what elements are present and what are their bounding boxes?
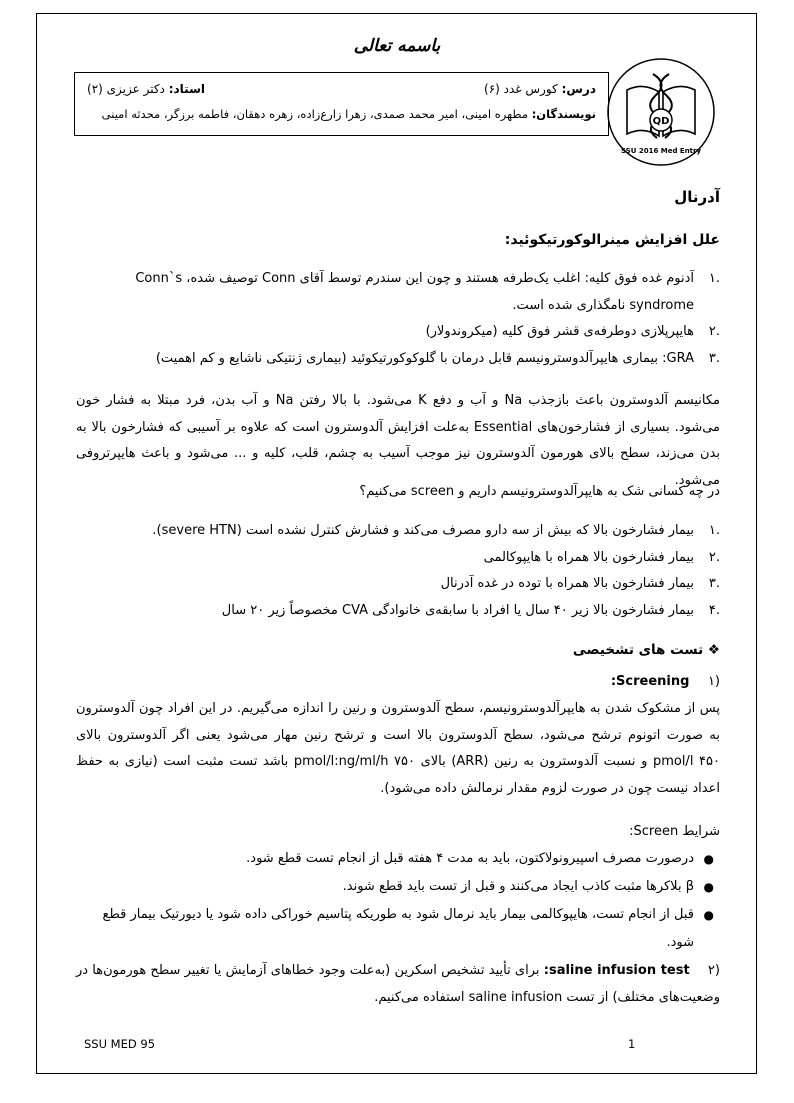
list-item bbox=[76, 845, 720, 873]
list-item bbox=[76, 545, 720, 572]
bullet-icon: ● bbox=[703, 880, 714, 894]
list-item bbox=[76, 598, 720, 625]
list-number: .۳ bbox=[708, 350, 720, 366]
tests-heading bbox=[76, 642, 720, 658]
authors-value: مطهره امینی، امیر محمد صمدی، زهرا زارع‌زاده، زهره دهقان، فاطمه برزگر، محدثه امینی bbox=[101, 107, 529, 121]
bullet-icon: ● bbox=[703, 908, 714, 922]
footer-label: SSU MED 95 bbox=[84, 1037, 156, 1051]
lesson-label: درس: bbox=[561, 82, 596, 96]
teacher-info bbox=[87, 77, 205, 101]
lesson-info bbox=[484, 77, 596, 101]
list-item-text: بیمار فشارخون بالا همراه با هایپوکالمی bbox=[483, 549, 694, 565]
list-item-text: β بلاکرها مثبت کاذب ایجاد می‌کنند و قبل از تست باید قطع شوند. bbox=[342, 879, 694, 894]
list-item bbox=[76, 346, 720, 373]
list-item-text: هایپرپلازی دوطرفه‌ی قشر فوق کلیه (میکروندولار) bbox=[425, 324, 694, 339]
list-item bbox=[76, 518, 720, 545]
saline-section bbox=[76, 958, 720, 1011]
tests-heading-text: تست های تشخیصی bbox=[572, 642, 704, 658]
causes-list bbox=[76, 266, 720, 372]
teacher-value: دکتر عزیزی (۲) bbox=[87, 82, 165, 96]
list-item bbox=[76, 266, 720, 319]
conditions-list bbox=[76, 845, 720, 957]
section-heading: علل افزایش مینرالوکورتیکوئید: bbox=[504, 232, 720, 248]
saline-number: (۲ bbox=[707, 963, 720, 978]
screening-question: در چه کسانی شک به هایپرآلدوسترونیسم داریم و screen می‌کنیم؟ bbox=[359, 484, 720, 499]
saline-text: برای تأیید تشخیص اسکرین (به‌علت وجود خطاهای آزمایش یا تغییر سطح هورمون‌ها در وضعیت‌های مختلف) از تست saline infusion استفاده می‌کنیم. bbox=[76, 963, 720, 1005]
list-item bbox=[76, 873, 720, 901]
page-number: 1 bbox=[628, 1037, 636, 1051]
screening-paragraph: پس از مشکوک شدن به هایپرآلدوسترونیسم، سطح آلدوسترون و رنین را اندازه می‌گیریم. در این افراد چون آلدوسترون به صورت اتونوم ترشح می‌شود، سطح آلدوسترون بالا است و ترشح رنین مهار می‌شود یعنی اگر آلدوسترون بالای pmol/l ۴۵۰ و نسبت آلدوسترون به رنین (ARR) بالای ۷۵۰ pmol/l:ng/ml/h باشد تست مثبت است (نیازی به حفظ اعداد نیست چون در صورت لزوم مقدار نرمالش داده می‌شود). bbox=[76, 701, 720, 796]
course-info-box bbox=[74, 72, 609, 136]
page-title: آدرنال bbox=[674, 188, 720, 206]
list-item-text: بیمار فشارخون بالا همراه با توده در غده آدرنال bbox=[440, 576, 694, 591]
screening-heading bbox=[76, 674, 720, 689]
list-item-text: GRA: بیماری هایپرآلدوسترونیسم قابل درمان با گلوکوکورتیکوئید (بیماری ژنتیکی ناشایع و کم اهمیت) bbox=[155, 350, 694, 366]
bullet-icon: ● bbox=[703, 852, 714, 866]
list-number: .۱ bbox=[708, 523, 720, 538]
list-number: .۲ bbox=[708, 549, 720, 565]
list-number: .۳ bbox=[708, 576, 720, 591]
list-item bbox=[76, 901, 720, 957]
authors-row bbox=[87, 101, 596, 127]
diamond-bullet-icon: ❖ bbox=[707, 642, 720, 658]
list-item-text: آدنوم غده فوق کلیه: اغلب یک‌طرفه هستند و چون این سندرم توسط آقای Conn توصیف شده، Conn`s syndrome نامگذاری شده است. bbox=[135, 271, 694, 313]
list-item-text: بیمار فشارخون بالا زیر ۴۰ سال یا افراد با سابقه‌ی خانوادگی CVA مخصوصاً زیر ۲۰ سال bbox=[221, 602, 694, 618]
saline-title: saline infusion test: bbox=[543, 963, 690, 978]
list-item-text: درصورت مصرف اسپیرونولاکتون، باید به مدت ۴ هفته قبل از انجام تست قطع شود. bbox=[246, 851, 694, 866]
conditions-label: شرایط Screen: bbox=[629, 824, 720, 839]
screening-number: (۱ bbox=[707, 674, 720, 689]
lesson-value: کورس غدد (۶) bbox=[484, 82, 558, 96]
course-info-row bbox=[87, 77, 596, 101]
list-number: .۱ bbox=[708, 271, 720, 286]
list-number: .۴ bbox=[708, 602, 720, 618]
list-item bbox=[76, 571, 720, 598]
list-item bbox=[76, 319, 720, 346]
logo-caption: SSU 2016 Med Entry bbox=[620, 147, 702, 155]
suspects-list bbox=[76, 518, 720, 624]
caduceus-book-logo bbox=[605, 56, 717, 168]
list-item-text: قبل از انجام تست، هایپوکالمی بیمار باید نرمال شود به طوریکه پتاسیم خوراکی داده شود یا دیورتیک بیمار قطع شود. bbox=[102, 907, 694, 950]
teacher-label: استاد: bbox=[168, 82, 205, 96]
screening-title: Screening: bbox=[610, 674, 690, 689]
mechanism-paragraph: مکانیسم آلدوسترون باعث بازجذب Na و آب و دفع K می‌شود. با بالا رفتن Na و آب بدن، فرد مبتلا به فشار خون می‌شود. بسیاری از فشارخون‌های Essential به‌علت افزایش آلدوسترون است که علاوه بر آسیبی که فشارخون بالا به بدن می‌زند، سطح بالای هورمون آلدوسترون نیز موجب آسیب به چشم، قلب، کلیه و ... می‌شود و باعث هایپرتروفی می‌شود. bbox=[76, 393, 721, 488]
logo-center-text: QD bbox=[652, 116, 670, 127]
list-item-text: بیمار فشارخون بالا که بیش از سه دارو مصرف می‌کند و فشارش کنترل نشده است (severe HTN). bbox=[152, 523, 694, 538]
basmala-heading: باسمه تعالی bbox=[353, 36, 441, 56]
authors-label: نویسندگان: bbox=[531, 107, 596, 121]
list-number: .۲ bbox=[708, 324, 720, 339]
